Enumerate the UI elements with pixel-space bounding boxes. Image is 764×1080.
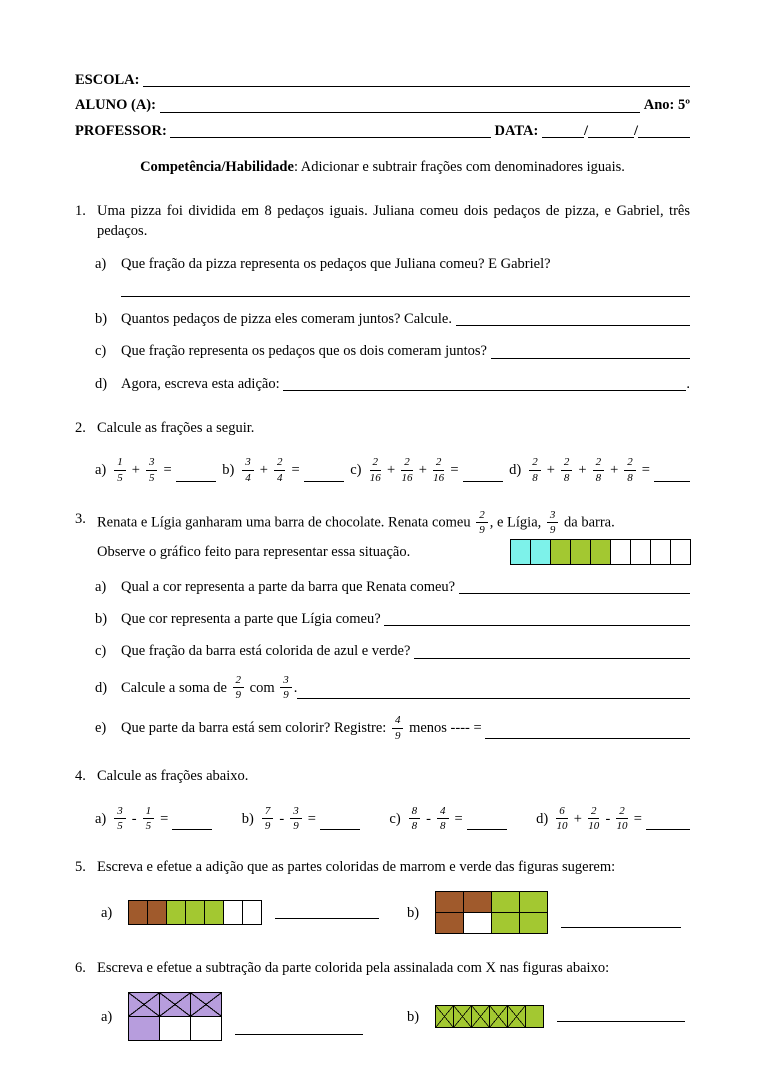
question-4-expressions <box>95 805 690 833</box>
operator: = <box>454 810 463 827</box>
fraction <box>143 805 155 833</box>
bar-cell-brown <box>128 900 148 925</box>
fraction <box>280 674 292 702</box>
fraction-numerator: 2 <box>433 456 445 471</box>
bar-cell-green <box>525 1005 544 1028</box>
fraction-numerator: 2 <box>233 674 245 689</box>
item-a <box>95 254 690 274</box>
answer-blank[interactable] <box>588 134 634 138</box>
fraction-denominator: 10 <box>588 820 600 833</box>
answer-blank[interactable] <box>384 622 690 626</box>
fraction-numerator: 2 <box>561 456 573 471</box>
answer-blank[interactable] <box>235 1034 363 1035</box>
fraction-denominator: 16 <box>401 471 413 484</box>
item-letter: c) <box>95 643 107 660</box>
fraction-denominator: 16 <box>369 471 381 484</box>
bar-cell-white <box>223 900 243 925</box>
question-5 <box>75 857 690 934</box>
text-run: Agora, escreva esta adição: <box>121 375 284 392</box>
answer-blank[interactable] <box>463 478 503 482</box>
bar-cell-brown <box>435 912 464 934</box>
bar-cell-purple-x <box>159 992 191 1017</box>
fraction-denominator: 8 <box>411 820 418 833</box>
item-text <box>121 341 690 361</box>
bar-cell-green <box>590 539 611 565</box>
fraction <box>233 674 245 702</box>
figure-a-group <box>101 992 407 1041</box>
operator: = <box>307 810 316 827</box>
answer-blank[interactable] <box>176 478 216 482</box>
answer-blank[interactable] <box>172 826 212 830</box>
fraction <box>146 456 158 484</box>
item-letter: a) <box>95 255 107 272</box>
bar-cell-cyan <box>510 539 531 565</box>
item-letter: d) <box>95 375 108 392</box>
bar-cell-green-x <box>453 1005 472 1028</box>
fraction-denominator: 9 <box>235 689 242 702</box>
addition-figure-a <box>128 900 261 925</box>
operator: + <box>131 462 140 479</box>
answer-blank[interactable] <box>297 695 690 699</box>
item-letter: b) <box>241 810 254 827</box>
fraction-denominator: 5 <box>145 820 152 833</box>
chocolate-bar-figure <box>510 539 690 565</box>
question-3-items <box>95 577 690 742</box>
answer-blank[interactable] <box>456 322 690 326</box>
answer-blank[interactable] <box>467 826 507 830</box>
bar-cell-white <box>242 900 262 925</box>
bar-cell-green <box>519 912 548 934</box>
question-5-figures <box>101 891 690 934</box>
fraction <box>290 805 302 833</box>
figure-b-group <box>407 1005 685 1028</box>
bar-row <box>128 1016 221 1041</box>
text-run: ESCOLA: <box>75 72 144 88</box>
text-run: da barra. <box>560 514 615 531</box>
bar-cell-purple-x <box>128 992 160 1017</box>
fraction-numerator: 1 <box>143 805 155 820</box>
question-text: Calcule as frações abaixo. <box>97 768 249 785</box>
fraction-denominator: 9 <box>264 820 271 833</box>
item-text <box>121 641 690 661</box>
expression-tokens <box>554 805 690 833</box>
bar-cell-white <box>190 1016 222 1041</box>
fraction-denominator: 8 <box>532 471 538 484</box>
fraction-denominator: 16 <box>433 471 445 484</box>
text-run: com <box>246 679 279 696</box>
fraction-numerator: 3 <box>114 805 126 820</box>
item-text <box>121 674 690 702</box>
item-letter: b) <box>407 904 420 921</box>
expression-d <box>536 805 690 833</box>
answer-blank[interactable] <box>557 1021 685 1022</box>
bar-cell-purple-x <box>190 992 222 1017</box>
fraction <box>437 805 449 833</box>
question-text <box>97 509 690 537</box>
answer-blank[interactable] <box>414 655 690 659</box>
item-letter: c) <box>95 343 107 360</box>
item-letter: c) <box>389 810 401 827</box>
text-run: PROFESSOR: <box>75 122 171 139</box>
operator: = <box>450 462 459 479</box>
fraction-denominator: 9 <box>293 820 299 833</box>
fraction <box>262 805 274 833</box>
observe-text: Observe o gráfico feito para representar essa situação. <box>97 543 411 560</box>
fraction-numerator: 7 <box>262 805 274 820</box>
expression-tokens <box>368 456 503 484</box>
fraction-numerator: 3 <box>290 805 302 820</box>
fraction <box>556 805 568 833</box>
answer-blank[interactable] <box>121 280 690 297</box>
text-run: Renata e Lígia ganharam uma barra de chocolate. Renata comeu <box>97 514 475 531</box>
header-line-escola <box>75 70 690 90</box>
text-run: Qual a cor representa a parte da barra que Renata comeu? <box>121 578 459 595</box>
expression-tokens <box>112 805 212 833</box>
bar-cell-white <box>650 539 671 565</box>
fraction-numerator: 1 <box>114 456 126 471</box>
item-letter: b) <box>407 1008 420 1025</box>
item-letter: a) <box>95 578 107 595</box>
operator: = <box>160 810 169 827</box>
bar-row <box>435 1005 543 1028</box>
fraction-denominator: 5 <box>117 471 123 484</box>
text-run: Que fração da pizza representa os pedaços que Juliana comeu? E Gabriel? <box>121 255 551 272</box>
fraction <box>561 456 573 484</box>
question-number: 5. <box>75 858 86 875</box>
operator: + <box>578 462 587 479</box>
expression-c <box>350 456 502 484</box>
question-number: 3. <box>75 510 86 527</box>
operator: - <box>426 810 431 827</box>
fraction <box>616 805 628 833</box>
operator: = <box>291 462 300 479</box>
item-d <box>95 674 690 702</box>
answer-blank[interactable] <box>542 134 584 138</box>
operator: - <box>131 810 137 827</box>
figure-b-group <box>407 891 681 934</box>
bar-cell-brown <box>435 891 464 913</box>
operator: = <box>163 462 172 479</box>
fraction-denominator: 5 <box>148 471 155 484</box>
text-run: Que fração da barra está colorida de azul e verde? <box>121 643 415 660</box>
fraction-numerator: 4 <box>437 805 449 820</box>
item-letter: b) <box>95 311 108 328</box>
item-letter: d) <box>536 810 549 827</box>
operator: + <box>387 462 396 479</box>
question-number: 4. <box>75 768 86 785</box>
item-text <box>121 714 690 742</box>
bar-cell-white <box>630 539 651 565</box>
item-letter: a) <box>95 810 107 827</box>
bar-cell-brown <box>147 900 167 925</box>
fraction-numerator: 2 <box>274 456 286 471</box>
operator: = <box>641 462 650 479</box>
item-letter: c) <box>350 462 362 479</box>
answer-blank[interactable] <box>170 134 490 138</box>
fraction <box>588 805 600 833</box>
fraction <box>529 456 541 484</box>
fraction-numerator: 3 <box>280 674 292 689</box>
fraction-numerator: 4 <box>392 714 404 729</box>
text-run: / <box>633 122 638 139</box>
item-text <box>121 374 690 394</box>
item-b <box>95 609 690 629</box>
bar-cell-white <box>610 539 631 565</box>
question-text: Uma pizza foi dividida em 8 pedaços iguais. Juliana comeu dois pedaços de pizza, e Gabriel, três pedaços. <box>97 203 690 240</box>
item-c <box>95 341 690 361</box>
text-run: Que parte da barra está sem colorir? Registre: <box>121 719 390 736</box>
text-run: / <box>583 122 588 139</box>
expression-tokens <box>527 456 690 484</box>
answer-blank[interactable] <box>638 134 690 138</box>
item-letter: e) <box>95 719 107 736</box>
expression-tokens <box>240 456 343 484</box>
item-letter: d) <box>95 679 108 696</box>
fraction-numerator: 2 <box>401 456 413 471</box>
text-run: Quantos pedaços de pizza eles comeram juntos? Calcule. <box>121 311 456 328</box>
bar-cell-green <box>550 539 571 565</box>
fraction <box>401 456 413 484</box>
competencia-line <box>75 157 690 177</box>
expression-tokens <box>112 456 215 484</box>
operator: + <box>418 462 427 479</box>
question-4 <box>75 766 690 833</box>
fraction-numerator: 8 <box>409 805 421 820</box>
bar-cell-white <box>463 912 492 934</box>
expression-b <box>242 805 360 833</box>
answer-blank[interactable] <box>459 590 690 594</box>
header-line-professor <box>75 121 690 141</box>
fraction-numerator: 2 <box>529 456 541 471</box>
item-text <box>121 309 690 329</box>
question-3-observe-row <box>97 539 690 565</box>
fraction-denominator: 9 <box>479 524 485 537</box>
bar-row <box>510 539 690 565</box>
fraction-numerator: 3 <box>146 456 158 471</box>
text-run: Calcule a soma de <box>121 679 231 696</box>
bar-cell-brown <box>463 891 492 913</box>
expression-a <box>95 456 216 484</box>
expression-d <box>509 456 690 484</box>
expression-tokens <box>260 805 360 833</box>
item-text <box>121 609 690 629</box>
bar-cell-green <box>570 539 591 565</box>
question-6-figures <box>101 992 690 1041</box>
operator: + <box>610 462 619 479</box>
text-run: . <box>293 679 298 696</box>
answer-blank[interactable] <box>491 355 690 359</box>
bar-cell-green <box>166 900 186 925</box>
operator: - <box>605 810 611 827</box>
fraction-numerator: 6 <box>556 805 568 820</box>
bar-cell-white <box>670 539 691 565</box>
fraction-numerator: 3 <box>242 456 254 471</box>
item-text <box>121 577 690 597</box>
item-letter: a) <box>101 904 113 921</box>
bar-cell-cyan <box>530 539 551 565</box>
item-letter: a) <box>95 462 107 479</box>
answer-blank[interactable] <box>646 826 690 830</box>
operator: - <box>279 810 285 827</box>
question-1-items <box>95 254 690 394</box>
answer-blank[interactable] <box>143 83 690 87</box>
fraction <box>547 509 559 537</box>
text-run: DATA: <box>490 122 542 139</box>
question-1 <box>75 201 690 394</box>
question-number: 2. <box>75 419 86 436</box>
answer-blank[interactable] <box>275 918 379 919</box>
text-run: , e Lígia, <box>489 514 545 531</box>
item-letter: b) <box>95 611 108 628</box>
question-6 <box>75 958 690 1041</box>
bar-cell-green <box>491 912 520 934</box>
fraction-numerator: 2 <box>476 509 488 524</box>
fraction-denominator: 8 <box>595 471 602 484</box>
text-run: menos ---- = <box>405 719 486 736</box>
question-2 <box>75 418 690 485</box>
operator: + <box>573 810 582 827</box>
figure-a-group <box>101 900 407 925</box>
bar-cell-white <box>159 1016 191 1041</box>
question-3 <box>75 509 690 743</box>
item-letter: b) <box>222 462 235 479</box>
fraction-denominator: 8 <box>627 471 633 484</box>
item-b <box>95 309 690 329</box>
answer-blank[interactable] <box>160 109 641 113</box>
fraction-numerator: 2 <box>588 805 600 820</box>
fraction-numerator: 2 <box>616 805 628 820</box>
question-text: Calcule as frações a seguir. <box>97 419 255 436</box>
answer-blank[interactable] <box>485 735 690 739</box>
operator: = <box>633 810 642 827</box>
fraction-denominator: 4 <box>245 471 251 484</box>
fraction <box>476 509 488 537</box>
fraction <box>242 456 254 484</box>
bar-cell-green-x <box>489 1005 508 1028</box>
fraction <box>433 456 445 484</box>
item-e <box>95 714 690 742</box>
text-run: Competência/Habilidade <box>140 158 294 175</box>
expression-tokens <box>407 805 507 833</box>
item-c <box>95 641 690 661</box>
fraction <box>114 456 126 484</box>
text-run: ALUNO (A): <box>75 97 160 114</box>
bar-cell-green <box>491 891 520 913</box>
fraction <box>392 714 404 742</box>
item-letter: d) <box>509 462 522 479</box>
fraction <box>114 805 126 833</box>
fraction <box>409 805 421 833</box>
answer-blank[interactable] <box>320 826 360 830</box>
answer-blank[interactable] <box>283 387 686 391</box>
bar-row <box>435 891 547 913</box>
text-run: . <box>686 375 690 392</box>
bar-cell-purple <box>128 1016 160 1041</box>
answer-blank[interactable] <box>304 478 344 482</box>
expression-c <box>389 805 506 833</box>
bar-cell-green-x <box>471 1005 490 1028</box>
text-run: Que fração representa os pedaços que os dois comeram juntos? <box>121 343 491 360</box>
answer-blank[interactable] <box>561 927 681 928</box>
fraction-denominator: 8 <box>440 820 446 833</box>
item-text <box>121 254 690 274</box>
fraction <box>370 456 382 484</box>
bar-cell-green <box>185 900 205 925</box>
text-run: Ano: 5º <box>640 97 690 114</box>
subtraction-figure-a <box>128 992 221 1041</box>
text-run: : Adicionar e subtrair frações com denominadores iguais. <box>293 158 625 175</box>
bar-row <box>128 992 221 1017</box>
operator: + <box>546 462 555 479</box>
fraction <box>274 456 286 484</box>
fraction-denominator: 5 <box>117 820 123 833</box>
answer-blank[interactable] <box>654 478 690 482</box>
bar-cell-green-x <box>435 1005 454 1028</box>
question-2-expressions <box>95 456 690 484</box>
subtraction-figure-b <box>435 1005 543 1028</box>
fraction-denominator: 8 <box>563 471 570 484</box>
item-a <box>95 577 690 597</box>
item-d <box>95 374 690 394</box>
expression-b <box>222 456 343 484</box>
fraction-numerator: 3 <box>547 509 559 524</box>
fraction-denominator: 10 <box>616 820 628 833</box>
item-letter: a) <box>101 1008 113 1025</box>
fraction-denominator: 9 <box>283 689 289 702</box>
fraction <box>593 456 605 484</box>
header-line-aluno <box>75 95 690 115</box>
question-text: Escreva e efetue a subtração da parte colorida pela assinalada com X nas figuras abaixo: <box>97 960 610 977</box>
text-run: Que cor representa a parte que Lígia comeu? <box>121 611 385 628</box>
fraction-denominator: 9 <box>394 729 401 742</box>
fraction-denominator: 9 <box>549 524 556 537</box>
bar-row <box>128 900 261 925</box>
question-number: 6. <box>75 960 86 977</box>
fraction <box>624 456 636 484</box>
bar-row <box>435 912 547 934</box>
fraction-numerator: 2 <box>370 456 382 471</box>
fraction-numerator: 2 <box>593 456 605 471</box>
fraction-denominator: 10 <box>556 820 568 833</box>
addition-figure-b <box>435 891 547 934</box>
operator: + <box>259 462 268 479</box>
fraction-numerator: 2 <box>624 456 636 471</box>
bar-cell-green-x <box>507 1005 526 1028</box>
fraction-denominator: 4 <box>276 471 283 484</box>
question-text: Escreva e efetue a adição que as partes coloridas de marrom e verde das figuras sugerem: <box>97 858 616 875</box>
expression-a <box>95 805 212 833</box>
bar-cell-green <box>519 891 548 913</box>
bar-cell-green <box>204 900 224 925</box>
question-number: 1. <box>75 203 86 220</box>
